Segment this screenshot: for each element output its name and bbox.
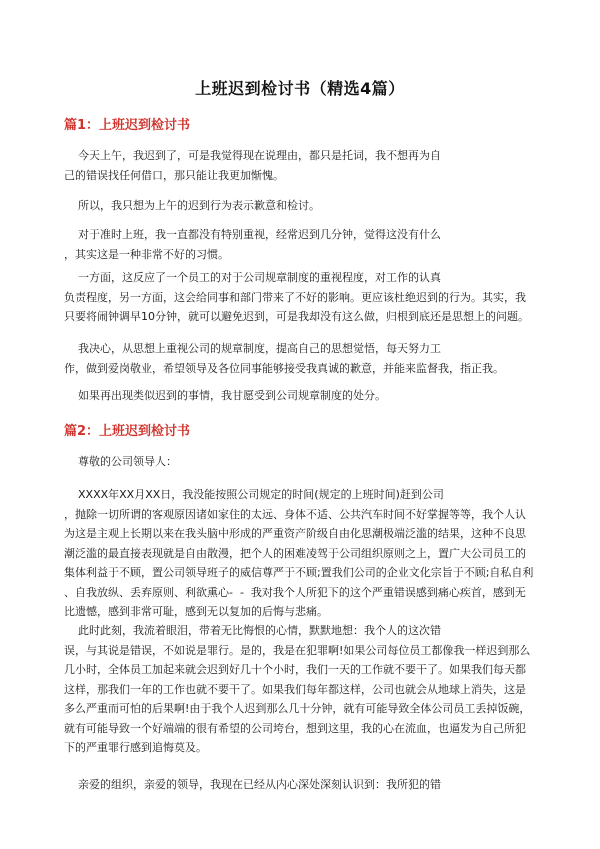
s2-paragraph-4: 亲爱的组织，亲爱的领导，我现在已经从内心深处深刻认识到：我所犯的错: [64, 778, 441, 791]
section-2-heading: 篇2：上班迟到检讨书: [64, 424, 191, 439]
s2-paragraph-2: XXXX年XX月XX日，我没能按照公司规定的时间(规定的上班时间)赶到公司 ，抛除一切所谓的客观原因诸如家住的太远、身体不适、公共汽车时间不好掌握等等，我个人认 为这是主观上长期以来在我头脑中形成的严重资产阶级自由化思潮极端泛滥的结果，这种不良思 潮泛滥的最直接表现就是自由散漫，把个人的困难凌驾于公司组织原则之上，置广大公司员工的 集体利益于不顾，置公司领导班子的威信尊严于不顾;置我们公司的企业文化宗旨于不顾;自私自利 、自我放纵、丢弃原则、利欲熏心- - 我对我个人所犯下的这个严重错误感到痛心疾首，感到无 比遗憾，感到非常可耻，感到无以复加的后悔与悲痛。: [64, 488, 534, 618]
s1-paragraph-3: 对于准时上班，我一直都没有特别重视，经常迟到几分钟，觉得这没有什么 ，其实这是一种非常不好的习惯。: [64, 228, 441, 261]
s2-paragraph-3: 此时此刻，我流着眼泪，带着无比悔恨的心情，默默地想：我个人的这次错 误，与其说是错误，不如说是罪行。是的，我是在犯罪啊!如果公司每位员工都像我一样迟到那么 几小时，全体员工加起来就会迟到好几十个小时，我们一天的工作就不要干了。如果我们每天都 这样，那我们一年的工作也就不要干了。如果我们每年都这样，公司也就会从地球上消失，这是 多么严重而可怕的后果啊!由于我个人迟到那么几十分钟，就有可能导致全体公司员工丢掉饭碗， 就有可能导致一个好端端的很有希望的公司垮台，想到这里，我的心在流血，也逼发为自己所犯 下的严重罪行感到追悔莫及。: [64, 624, 531, 754]
s1-paragraph-2: 所以，我只想为上午的迟到行为表示歉意和检讨。: [64, 199, 320, 212]
s1-paragraph-4: 一方面，这反应了一个员工的对于公司规章制度的重视程度，对工作的认真 负责程度，另一方面，这会给同事和部门带来了不好的影响。更应该杜绝迟到的行为。其实，我 只要将闹钟调早10分钟，就可以避免迟到，可是我却没有这么做，归根到底还是思想上的问题。: [64, 271, 529, 323]
s1-paragraph-5: 我决心，从思想上重视公司的规章制度，提高自己的思想觉悟，每天努力工 作，做到爱岗敬业，希望领导及各位同事能够接受我真诚的歉意，并能来监督我，指正我。: [64, 342, 504, 375]
s1-paragraph-6: 如果再出现类似迟到的事情，我甘愿受到公司规章制度的处分。: [64, 389, 386, 402]
s2-paragraph-1: 尊敬的公司领导人：: [64, 455, 177, 468]
section-1-heading: 篇1：上班迟到检讨书: [64, 118, 191, 133]
document-title: 上班迟到检讨书（精选4篇）: [195, 79, 405, 98]
s1-paragraph-1: 今天上午，我迟到了，可是我觉得现在说理由，都只是托词，我不想再为自 己的错误找任何借口，那只能让我更加惭愧。: [64, 149, 441, 182]
